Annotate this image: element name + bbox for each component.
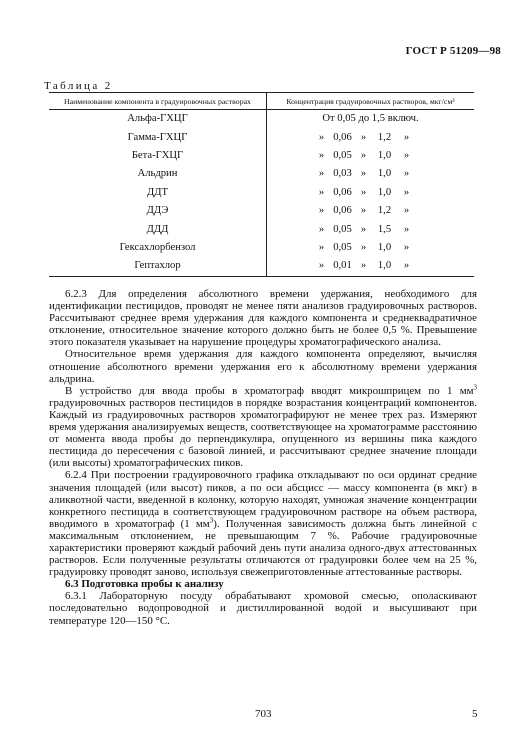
ditto-mark: »: [360, 223, 367, 235]
paragraph-6-2-3: 6.2.3 Для определения абсолютного времени удержания, необходимого для идентификации пестицидов, проводят не менее пяти анализов градуировочных растворов. Рассчитывают среднее время удержания для каждого компонента и среднеквадратичное отклонение, относительное значение которого должно быть не более 0,5 %. Превышение этого показателя указывает на нарушение процедуры хроматографического анализа.: [49, 288, 477, 349]
ditto-mark: »: [360, 131, 367, 143]
ditto-mark: »: [403, 260, 410, 272]
concentration-range: [315, 150, 427, 162]
concentration-range: [315, 260, 427, 272]
paragraph-injection: [49, 385, 477, 470]
range-high: 1,0: [377, 241, 392, 253]
ditto-mark: »: [360, 260, 367, 272]
component-name: Гексахлорбензол: [49, 239, 267, 257]
ditto-mark: »: [318, 241, 325, 253]
range-low: 0,06: [333, 131, 352, 143]
component-name: ДДЭ: [49, 202, 267, 220]
range-high: 1,2: [377, 131, 392, 143]
concentration-range: [315, 132, 427, 144]
paragraph-relative-time: Относительное время удержания для каждого компонента определяют, вычисляя отношение абсолютного времени удержания его к абсолютному времени удержания альдрина.: [49, 348, 477, 385]
concentration-range: От 0,05 до 1,5 включ.: [322, 113, 419, 125]
table-row: [49, 147, 474, 165]
concentration-range: [315, 242, 427, 254]
component-name: Гептахлор: [49, 257, 267, 276]
footer-number: 703: [255, 708, 272, 720]
superscript: 3: [473, 383, 477, 392]
page-number: 5: [472, 708, 478, 720]
concentration-range: [315, 205, 427, 217]
ditto-mark: »: [318, 186, 325, 198]
range-high: 1,0: [377, 168, 392, 180]
superscript: 3: [209, 516, 214, 525]
paragraph-6-2-4: [49, 469, 477, 578]
ditto-mark: »: [360, 205, 367, 217]
body-text: [49, 288, 477, 627]
range-low: 0,05: [333, 149, 352, 161]
table-row: [49, 110, 474, 129]
ditto-mark: »: [403, 223, 410, 235]
paragraph-text: градуировочных растворов пестицидов в порядке возрастания концентраций компонентов. Каждый из градуировочных растворов хроматографируют не менее трех раз. Измеряют время удержания анализируемых веществ, соответствующее на хроматограмме расстоянию от момента ввода пробы до перпендикуляра, опущенного из вершины пика каждого пестицида до пересечения с базовой линией, и рассчитывают среднее значение площади (или высоты) хроматографических пиков.: [49, 396, 477, 470]
table-caption: Таблица 2: [44, 80, 113, 92]
ditto-mark: »: [403, 131, 410, 143]
ditto-mark: »: [403, 241, 410, 253]
range-high: 1,0: [377, 260, 392, 272]
component-name: ДДД: [49, 220, 267, 238]
section-heading-6-3: 6.3 Подготовка пробы к анализу: [65, 578, 224, 591]
component-name: Бета-ГХЦГ: [49, 147, 267, 165]
ditto-mark: »: [403, 205, 410, 217]
table-row: [49, 202, 474, 220]
range-high: 1,0: [377, 149, 392, 161]
standard-code: ГОСТ Р 51209—98: [405, 45, 501, 57]
ditto-mark: »: [403, 168, 410, 180]
component-name: Альфа-ГХЦГ: [49, 110, 267, 129]
ditto-mark: »: [318, 149, 325, 161]
component-name: Гамма-ГХЦГ: [49, 128, 267, 146]
table-row: [49, 184, 474, 202]
paragraph-text: 6.2.4 При построении градуировочного графика откладывают по оси ординат средние значения площадей (или высот) пиков, а по оси абсцисс — массу компонента (в мкг) в аликвотной части, введенной в колонку, которую находят, умножая значение концентрации конкретного пестицида в соответствующем градуировочном растворе на объем раствора, вводимого в хроматограф (1 мм: [49, 469, 477, 530]
ditto-mark: »: [403, 186, 410, 198]
col-header-concentration: Концентрация градуировочных растворов, мкг/см³: [267, 93, 475, 110]
ditto-mark: »: [360, 168, 367, 180]
paragraph-text: ). Полученная зависимость должна быть линейной с максимальным отклонением, не превышающим 7 %. Рабочие градуировочные характеристики проверяют каждый рабочий день пути анализа одного-двух аттестованных растворов. Если полученные результаты отличаются от градуировки более чем на 25 %, градуировку проводят заново, используя свежеприготовленные аттестованные растворы.: [49, 517, 478, 579]
range-low: 0,01: [333, 260, 352, 272]
ditto-mark: »: [403, 149, 410, 161]
table-row: [49, 165, 474, 183]
ditto-mark: »: [360, 149, 367, 161]
table-row: [49, 220, 474, 238]
paragraph-text: В устройство для ввода пробы в хроматограф вводят микрошприцем по 1 мм: [65, 384, 474, 397]
range-low: 0,06: [333, 186, 352, 198]
ditto-mark: »: [360, 186, 367, 198]
ditto-mark: »: [318, 131, 325, 143]
ditto-mark: »: [318, 260, 325, 272]
range-high: 1,5: [377, 223, 392, 235]
range-low: 0,05: [333, 241, 352, 253]
component-name: Альдрин: [49, 165, 267, 183]
concentration-range: [315, 168, 427, 180]
range-high: 1,0: [377, 186, 392, 198]
concentration-table: [49, 92, 474, 277]
ditto-mark: »: [318, 205, 325, 217]
range-low: 0,05: [333, 223, 352, 235]
range-low: 0,03: [333, 168, 352, 180]
ditto-mark: »: [318, 168, 325, 180]
ditto-mark: »: [360, 241, 367, 253]
ditto-mark: »: [318, 223, 325, 235]
table-row: [49, 239, 474, 257]
paragraph-6-3-1: 6.3.1 Лабораторную посуду обрабатывают хромовой смесью, ополаскивают последовательно водопроводной и дистиллированной водой и высушивают при температуре 120—150 °C.: [49, 590, 477, 627]
table-row: [49, 257, 474, 276]
component-name: ДДТ: [49, 184, 267, 202]
range-high: 1,2: [377, 205, 392, 217]
col-header-component: Наименование компонента в градуировочных растворах: [49, 93, 267, 110]
range-low: 0,06: [333, 205, 352, 217]
table-row: [49, 128, 474, 146]
concentration-range: [315, 224, 427, 236]
concentration-range: [315, 187, 427, 199]
